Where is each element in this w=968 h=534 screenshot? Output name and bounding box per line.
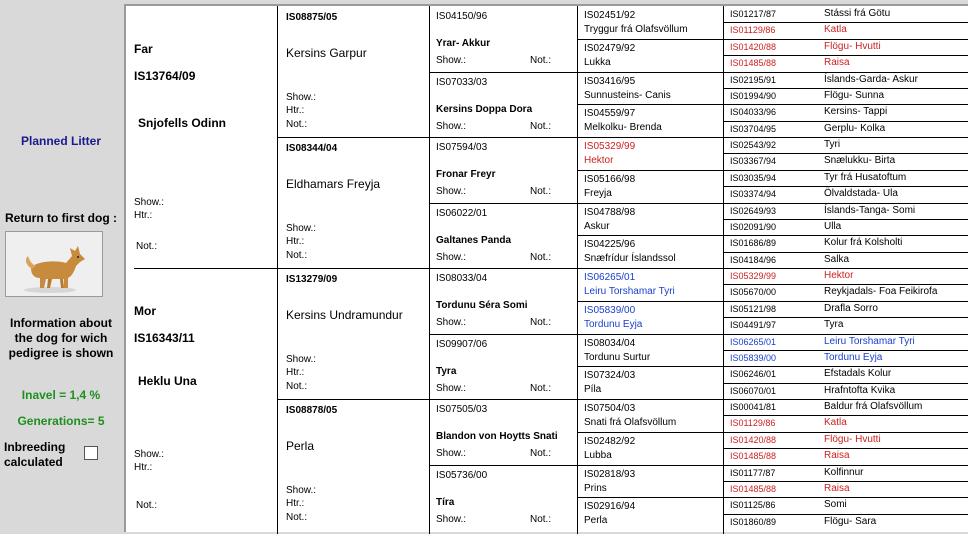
ancestor-name: Hektor	[824, 270, 854, 281]
ancestor-reg-number: IS02543/92	[730, 140, 777, 150]
ancestor-reg-number: IS04225/96	[584, 239, 636, 251]
parent-role-label: Mor	[134, 304, 156, 318]
ancestor-name: Baldur frá Olafsvöllum	[824, 401, 923, 412]
gen5-ancestor-cell[interactable]	[724, 104, 968, 120]
ancestor-reg-number: IS01217/87	[730, 9, 777, 19]
gen4-ancestor-cell[interactable]	[578, 432, 723, 465]
gen5-ancestor-cell[interactable]	[724, 153, 968, 169]
grandparent-name: Perla	[286, 439, 315, 453]
show-label: Show.:	[436, 55, 467, 66]
gen4-ancestor-cell[interactable]	[578, 301, 723, 334]
generations-value: Generations= 5	[17, 414, 105, 428]
gen4-ancestor-cell[interactable]	[578, 366, 723, 399]
show-label: Show.:	[134, 197, 165, 208]
row-divider	[724, 219, 968, 220]
not-label: Not.:	[530, 55, 552, 66]
gen5-ancestor-cell[interactable]	[724, 448, 968, 464]
ancestor-name: Flögu- Sara	[824, 515, 877, 527]
gen5-ancestor-cell[interactable]	[724, 88, 968, 104]
row-divider	[724, 121, 968, 122]
row-divider	[724, 350, 968, 351]
ancestor-reg-number: IS02482/92	[584, 435, 636, 447]
ancestor-name: Tíra	[436, 496, 455, 508]
ancestor-reg-number: IS05121/98	[730, 303, 777, 314]
ancestor-reg-number: IS01860/89	[730, 516, 777, 527]
ancestor-name: Sunnusteins- Canis	[584, 89, 671, 101]
grandparent-reg-number: IS08878/05	[286, 405, 338, 416]
gen4-ancestor-cell[interactable]	[578, 170, 723, 203]
inavel-value: Inavel = 1,4 %	[21, 388, 101, 402]
ancestor-name: Snælukku- Birta	[824, 155, 896, 167]
gen4-ancestor-cell[interactable]	[578, 465, 723, 498]
ancestor-name: Leiru Torshamar Tyri	[824, 335, 915, 347]
ancestor-reg-number: IS01129/86	[730, 25, 776, 36]
ancestor-reg-number: IS05329/99	[584, 141, 636, 152]
row-divider	[724, 481, 968, 482]
ancestor-name: Snati frá Olafsvöllum	[584, 417, 677, 428]
gen4-ancestor-cell[interactable]	[578, 137, 723, 170]
ancestor-name: Melkolku- Brenda	[584, 122, 662, 134]
gen5-ancestor-cell[interactable]	[724, 186, 968, 202]
ancestor-reg-number: IS01420/88	[730, 41, 777, 52]
ancestor-name: Tordunu Eyja	[584, 318, 643, 330]
ancestor-reg-number: IS06070/01	[730, 385, 777, 396]
ancestor-name: Gerplu- Kolka	[824, 122, 886, 134]
gen1-parent-cell[interactable]	[126, 268, 277, 530]
grandparent-reg-number: IS08875/05	[286, 12, 338, 23]
show-label: Show.:	[436, 317, 467, 328]
ancestor-name: Flögu- Hvutti	[824, 40, 881, 52]
gen5-ancestor-cell[interactable]	[724, 497, 968, 513]
gen5-ancestor-cell[interactable]	[724, 203, 968, 219]
gen5-ancestor-cell[interactable]	[724, 252, 968, 268]
ancestor-reg-number: IS07594/03	[436, 142, 488, 153]
htr-label: Htr.:	[286, 367, 305, 378]
gen5-ancestor-cell[interactable]	[724, 317, 968, 333]
gen5-ancestor-cell[interactable]	[724, 235, 968, 251]
ancestor-name: Hrafntofta Kvika	[824, 384, 896, 396]
not-label: Not.:	[286, 250, 308, 261]
ancestor-reg-number: IS05839/00	[584, 304, 636, 316]
ancestor-reg-number: IS03374/94	[730, 189, 777, 200]
not-label: Not.:	[530, 317, 552, 328]
ancestor-name: Kersins- Tappi	[824, 106, 888, 118]
row-divider	[724, 22, 968, 23]
gen2-grandparent-cell[interactable]	[278, 6, 429, 137]
ancestor-reg-number: IS02451/92	[584, 10, 636, 21]
ancestor-reg-number: IS01485/88	[730, 451, 777, 462]
ancestor-reg-number: IS00041/81	[730, 402, 777, 412]
htr-label: Htr.:	[134, 462, 153, 473]
gen4-ancestor-cell[interactable]	[578, 268, 723, 301]
parent-name: Snjofells Odinn	[138, 116, 227, 130]
not-label: Not.:	[530, 448, 552, 459]
show-label: Show.:	[436, 448, 467, 459]
ancestor-reg-number: IS06022/01	[436, 207, 488, 219]
ancestor-reg-number: IS04788/98	[584, 206, 636, 218]
ancestor-name: Tyri	[824, 139, 841, 150]
gen2-grandparent-cell[interactable]	[278, 399, 429, 530]
ancestor-reg-number: IS05839/00	[730, 352, 777, 363]
ancestor-name: Efstadals Kolur	[824, 368, 892, 380]
gen3-ancestor-cell[interactable]	[430, 465, 577, 531]
ancestor-name: Íslands-Tanga- Somi	[824, 204, 916, 216]
ancestor-name: Raisa	[824, 57, 850, 69]
ancestor-reg-number: IS03704/95	[730, 123, 777, 134]
gen3-ancestor-cell[interactable]	[430, 334, 577, 400]
gen5-ancestor-cell[interactable]	[724, 284, 968, 300]
ancestor-name: Íslands-Garda- Askur	[824, 73, 918, 85]
inbreeding-label: Inbreeding calculated	[4, 440, 66, 469]
ancestor-reg-number: IS02916/94	[584, 501, 636, 513]
ancestor-name: Tordunu Surtur	[584, 351, 651, 363]
parent-role-label: Far	[134, 42, 153, 56]
grandparent-reg-number: IS13279/09	[286, 274, 338, 285]
info-label: Information about the dog for wich pedigree is shown	[8, 316, 114, 360]
ancestor-reg-number: IS07504/03	[584, 403, 636, 414]
gen5-ancestor-cell[interactable]	[724, 170, 968, 186]
gen5-ancestor-cell[interactable]	[724, 22, 968, 38]
ancestor-name: Freyja	[584, 187, 612, 199]
grandparent-name: Eldhamars Freyja	[286, 177, 381, 191]
row-divider	[724, 186, 968, 187]
show-label: Show.:	[436, 382, 467, 394]
show-label: Show.:	[436, 513, 467, 525]
ancestor-reg-number: IS08034/04	[584, 337, 636, 349]
ancestor-name: Kolfinnur	[824, 466, 864, 478]
parent-reg-number: IS13764/09	[134, 69, 196, 83]
ancestor-reg-number: IS06265/01	[584, 272, 636, 283]
ancestor-reg-number: IS01129/86	[730, 418, 776, 429]
inbreeding-checkbox[interactable]	[84, 446, 98, 460]
row-divider	[724, 153, 968, 154]
ancestor-reg-number: IS06246/01	[730, 369, 777, 380]
ancestor-name: Tyra	[436, 365, 457, 377]
ancestor-reg-number: IS04184/96	[730, 254, 777, 265]
ancestor-name: Tryggur frá Olafsvöllum	[584, 24, 688, 35]
row-divider	[724, 55, 968, 56]
grandparent-reg-number: IS08344/04	[286, 143, 338, 154]
ancestor-reg-number: IS04033/96	[730, 107, 777, 118]
htr-label: Htr.:	[286, 498, 305, 509]
gen5-ancestor-cell[interactable]	[724, 383, 968, 399]
gen2-grandparent-cell[interactable]	[278, 268, 429, 399]
ancestor-reg-number: IS08033/04	[436, 273, 488, 284]
ancestor-reg-number: IS06265/01	[730, 336, 777, 347]
gen3-ancestor-cell[interactable]	[430, 268, 577, 334]
ancestor-reg-number: IS07324/03	[584, 370, 636, 382]
gen4-ancestor-cell[interactable]	[578, 334, 723, 367]
ancestor-name: Raisa	[824, 450, 850, 462]
gen3-ancestor-cell[interactable]	[430, 72, 577, 138]
row-divider	[724, 415, 968, 416]
show-label: Show.:	[436, 251, 467, 263]
gen5-ancestor-cell[interactable]	[724, 301, 968, 317]
ancestor-name: Galtanes Panda	[436, 234, 512, 246]
ancestor-reg-number: IS09907/06	[436, 338, 488, 350]
gen5-ancestor-cell[interactable]	[724, 465, 968, 481]
grandparent-name: Kersins Garpur	[286, 46, 367, 60]
ancestor-name: Fronar Freyr	[436, 169, 496, 180]
parent-name: Heklu Una	[138, 374, 197, 388]
gen5-ancestor-cell[interactable]	[724, 137, 968, 153]
gen4-ancestor-cell[interactable]	[578, 497, 723, 530]
gen5-ancestor-cell[interactable]	[724, 366, 968, 382]
not-label: Not.:	[530, 382, 552, 394]
ancestor-name: Raisa	[824, 482, 850, 494]
ancestor-reg-number: IS05329/99	[730, 271, 777, 281]
gen3-ancestor-cell[interactable]	[430, 6, 577, 72]
not-label: Not.:	[136, 241, 158, 252]
ancestor-reg-number: IS07033/03	[436, 76, 488, 88]
show-label: Show.:	[286, 223, 317, 234]
show-label: Show.:	[286, 92, 317, 103]
ancestor-name: Flögu- Hvutti	[824, 433, 881, 445]
show-label: Show.:	[436, 120, 467, 132]
ancestor-reg-number: IS03416/95	[584, 75, 636, 87]
gen3-ancestor-cell[interactable]	[430, 203, 577, 269]
gen3-ancestor-cell[interactable]	[430, 137, 577, 203]
show-label: Show.:	[286, 354, 317, 365]
ancestor-reg-number: IS01125/86	[730, 500, 776, 511]
gen5-ancestor-cell[interactable]	[724, 432, 968, 448]
ancestor-reg-number: IS02479/92	[584, 42, 636, 54]
gen4-ancestor-cell[interactable]	[578, 6, 723, 39]
gen5-ancestor-cell[interactable]	[724, 415, 968, 431]
gen5-ancestor-cell[interactable]	[724, 121, 968, 137]
gen5-ancestor-cell[interactable]	[724, 481, 968, 497]
planned-litter-link[interactable]: Planned Litter	[20, 134, 101, 148]
ancestor-reg-number: IS01686/89	[730, 238, 777, 249]
grandparent-name: Kersins Undramundur	[286, 308, 403, 322]
ancestor-reg-number: IS02195/91	[730, 74, 777, 85]
ancestor-name: Katla	[824, 417, 847, 429]
ancestor-name: Perla	[584, 515, 608, 527]
ancestor-reg-number: IS02818/93	[584, 468, 636, 480]
gen4-ancestor-cell[interactable]	[578, 235, 723, 268]
row-divider	[724, 252, 968, 253]
ancestor-name: Ulla	[824, 220, 842, 232]
ancestor-reg-number: IS01485/88	[730, 58, 777, 69]
row-divider	[724, 88, 968, 89]
ancestor-name: Yrar- Akkur	[436, 38, 491, 49]
htr-label: Htr.:	[286, 236, 305, 247]
not-label: Not.:	[286, 512, 308, 523]
gen4-ancestor-cell[interactable]	[578, 104, 723, 137]
ancestor-name: Tyra	[824, 319, 844, 331]
ancestor-reg-number: IS07505/03	[436, 404, 488, 415]
ancestor-name: Hektor	[584, 155, 614, 166]
row-divider	[724, 514, 968, 515]
ancestor-reg-number: IS01420/88	[730, 434, 777, 445]
ancestor-name: Tordunu Eyja	[824, 351, 883, 363]
parent-reg-number: IS16343/11	[134, 331, 195, 345]
ancestor-reg-number: IS01485/88	[730, 483, 777, 494]
htr-label: Htr.:	[286, 105, 305, 116]
gen1-parent-cell[interactable]	[126, 6, 277, 268]
ancestor-name: Píla	[584, 384, 602, 396]
gen3-ancestor-cell[interactable]	[430, 399, 577, 465]
ancestor-name: Katla	[824, 24, 847, 36]
ancestor-name: Tyr frá Husatoftum	[824, 171, 907, 183]
not-label: Not.:	[530, 120, 552, 132]
ancestor-name: Flögu- Sunna	[824, 89, 885, 101]
ancestor-reg-number: IS04559/97	[584, 108, 636, 120]
ancestor-name: Askur	[584, 220, 610, 232]
gen5-ancestor-cell[interactable]	[724, 55, 968, 71]
gen2-grandparent-cell[interactable]	[278, 137, 429, 268]
dog-icon	[6, 232, 102, 296]
htr-label: Htr.:	[134, 210, 153, 221]
row-divider	[724, 317, 968, 318]
gen4-ancestor-cell[interactable]	[578, 39, 723, 72]
ancestor-reg-number: IS01994/90	[730, 90, 777, 101]
ancestor-reg-number: IS02649/93	[730, 205, 777, 216]
ancestor-reg-number: IS03367/94	[730, 156, 777, 167]
ancestor-name: Kolur frá Kolsholti	[824, 237, 903, 249]
ancestor-name: Drafla Sorro	[824, 302, 878, 314]
gen5-ancestor-cell[interactable]	[724, 350, 968, 366]
ancestor-name: Salka	[824, 253, 850, 265]
ancestor-name: Snæfrídur Íslandssol	[584, 253, 676, 265]
gen5-ancestor-cell[interactable]	[724, 72, 968, 88]
gen4-ancestor-cell[interactable]	[578, 399, 723, 432]
not-label: Not.:	[530, 251, 552, 263]
ancestor-reg-number: IS04491/97	[730, 320, 777, 331]
return-to-first-dog-button[interactable]	[5, 231, 103, 297]
gen4-ancestor-cell[interactable]	[578, 72, 723, 105]
not-label: Not.:	[136, 500, 158, 511]
show-label: Show.:	[134, 449, 165, 460]
show-label: Show.:	[286, 485, 317, 496]
ancestor-reg-number: IS01177/87	[730, 467, 776, 478]
ancestor-name: Lukka	[584, 56, 611, 68]
not-label: Not.:	[530, 186, 552, 197]
ancestor-name: Tordunu Séra Somi	[436, 300, 528, 311]
gen5-ancestor-cell[interactable]	[724, 399, 968, 415]
row-divider	[724, 284, 968, 285]
ancestor-reg-number: IS02091/90	[730, 221, 777, 232]
ancestor-name: Leiru Torshamar Tyri	[584, 286, 675, 297]
ancestor-name: Kersins Doppa Dora	[436, 103, 533, 115]
ancestor-reg-number: IS05166/98	[584, 173, 636, 185]
ancestor-name: Stássi frá Götu	[824, 8, 891, 19]
gen5-ancestor-cell[interactable]	[724, 334, 968, 350]
ancestor-reg-number: IS05670/00	[730, 287, 777, 298]
ancestor-name: Prins	[584, 482, 607, 494]
gen5-ancestor-cell[interactable]	[724, 39, 968, 55]
ancestor-name: Blandon von Hoytts Snati	[436, 431, 558, 442]
pedigree-frame	[124, 4, 968, 532]
row-divider	[724, 448, 968, 449]
gen4-ancestor-cell[interactable]	[578, 203, 723, 236]
ancestor-reg-number: IS05736/00	[436, 469, 488, 481]
ancestor-name: Lubba	[584, 449, 612, 461]
gen5-ancestor-cell[interactable]	[724, 268, 968, 284]
row-divider	[724, 383, 968, 384]
not-label: Not.:	[286, 381, 308, 392]
sidebar	[0, 0, 122, 532]
return-label: Return to first dog :	[5, 211, 117, 225]
ancestor-name: Reykjadals- Foa Feikirofa	[824, 286, 938, 298]
ancestor-reg-number: IS03035/94	[730, 172, 777, 183]
ancestor-name: Somi	[824, 499, 847, 511]
ancestor-reg-number: IS04150/96	[436, 11, 488, 22]
gen5-ancestor-cell[interactable]	[724, 6, 968, 22]
gen5-ancestor-cell[interactable]	[724, 514, 968, 530]
show-label: Show.:	[436, 186, 467, 197]
not-label: Not.:	[286, 119, 308, 130]
ancestor-name: Ölvaldstada- Ula	[824, 188, 898, 200]
not-label: Not.:	[530, 513, 552, 525]
gen5-ancestor-cell[interactable]	[724, 219, 968, 235]
